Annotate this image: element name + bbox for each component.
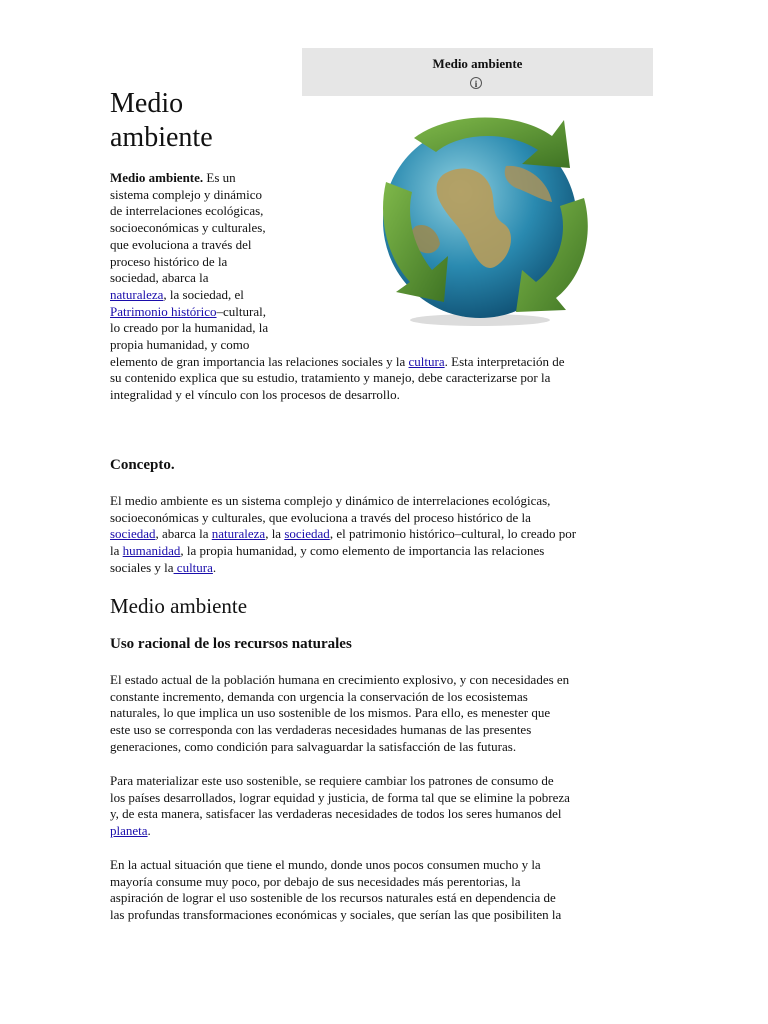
text-line: su contenido explica que su estudio, tratamiento y manejo, debe caracterizarse por la (110, 370, 551, 386)
text-line: El estado actual de la población humana en crecimiento explosivo, y con necesidades en (110, 672, 570, 687)
title-line: ambiente (110, 122, 213, 153)
paragraph-uso-sostenible (110, 773, 570, 840)
text-line: propia humanidad, y como (110, 337, 250, 353)
text-line: Medio ambiente. Es un (110, 170, 236, 185)
text-line: sociedad, abarca la naturaleza, la sociedad, el patrimonio histórico–cultural, lo creado por (110, 526, 577, 542)
text-line: mayoría consume muy poco, por debajo de sus necesidades más perentorias, la (110, 873, 521, 889)
text-line: generaciones, como condición para salvaguardar la satisfacción de las futuras. (110, 738, 517, 754)
link-sociedad[interactable]: sociedad (284, 526, 330, 542)
text-line: lo creado por la humanidad, la (110, 320, 269, 336)
text-line: sistema complejo y dinámico (110, 186, 262, 202)
link-naturaleza[interactable]: naturaleza (211, 526, 266, 542)
text-line: elemento de gran importancia las relaciones sociales y la cultura. Esta interpretación de (110, 353, 565, 369)
text-line: las profundas transformaciones económicas y sociales, que serían las que posibiliten la (110, 907, 562, 923)
concept-paragraph (110, 493, 576, 577)
paragraph-situacion-actual (110, 857, 561, 924)
text-line: integralidad y el vínculo con los procesos de desarrollo. (110, 387, 400, 403)
paragraph-uso-racional (110, 672, 569, 756)
title-line: Medio (110, 88, 184, 119)
text-line: socioeconómicas y culturales, que evoluciona a través del proceso histórico de la (110, 509, 531, 525)
text-line: aspiración de lograr el uso sostenible de los recursos naturales está en dependencia de (110, 890, 556, 906)
text-line: que evoluciona a través del (110, 236, 252, 252)
text-line: este uso se corresponda con las verdaderas necesidades humanas de las presentes (110, 722, 532, 738)
text-line: constante incremento, demanda con urgencia la conservación de los ecosistemas (110, 688, 528, 704)
text-line: sociedad, abarca la (110, 270, 209, 286)
text-line: los países desarrollados, lograr equidad y justicia, de forma tal que se elimine la pobreza (110, 789, 570, 805)
text-line: socioeconómicas y culturales, (110, 220, 266, 236)
infobox-title: Medio ambiente (432, 56, 523, 71)
link-cultura[interactable]: cultura (408, 353, 445, 369)
text-line: En la actual situación que tiene el mundo, donde unos pocos consumen mucho y la (110, 857, 541, 872)
link-naturaleza[interactable]: naturaleza (110, 286, 164, 302)
section-heading: Medio ambiente (110, 594, 248, 618)
link-humanidad[interactable]: humanidad (122, 543, 181, 559)
text-line: de interrelaciones ecológicas, (110, 203, 264, 219)
text-line: Para materializar este uso sostenible, se requiere cambiar los patrones de consumo de (110, 773, 554, 788)
text-line: proceso histórico de la (110, 253, 228, 269)
text-line: naturales, lo que implica un uso sostenible de los mismos. Para ello, es menester que (110, 705, 551, 721)
article-title (110, 87, 290, 155)
intro-paragraph (110, 170, 564, 404)
info-circle-icon[interactable]: i (470, 77, 482, 89)
link-cultura[interactable]: cultura (173, 559, 213, 575)
text-line: y, de esta manera, satisfacer las verdaderas necesidades de todos los seres humanos del (110, 806, 562, 822)
link-planeta[interactable]: planeta (110, 823, 148, 839)
text-line: El medio ambiente es un sistema complejo y dinámico de interrelaciones ecológicas, (110, 493, 551, 508)
subsection-heading: Uso racional de los recursos naturales (110, 636, 352, 652)
text-line: planeta. (110, 823, 151, 839)
concept-heading: Concepto. (110, 457, 175, 473)
text-line: Patrimonio histórico–cultural, (110, 303, 266, 319)
text-line: naturaleza, la sociedad, el (110, 286, 244, 302)
link-sociedad[interactable]: sociedad (110, 526, 156, 542)
link-patrimonio-historico[interactable]: Patrimonio histórico (110, 303, 217, 319)
text-line: la humanidad, la propia humanidad, y como elemento de importancia las relaciones (110, 543, 545, 559)
text-line: sociales y la cultura. (110, 559, 217, 575)
